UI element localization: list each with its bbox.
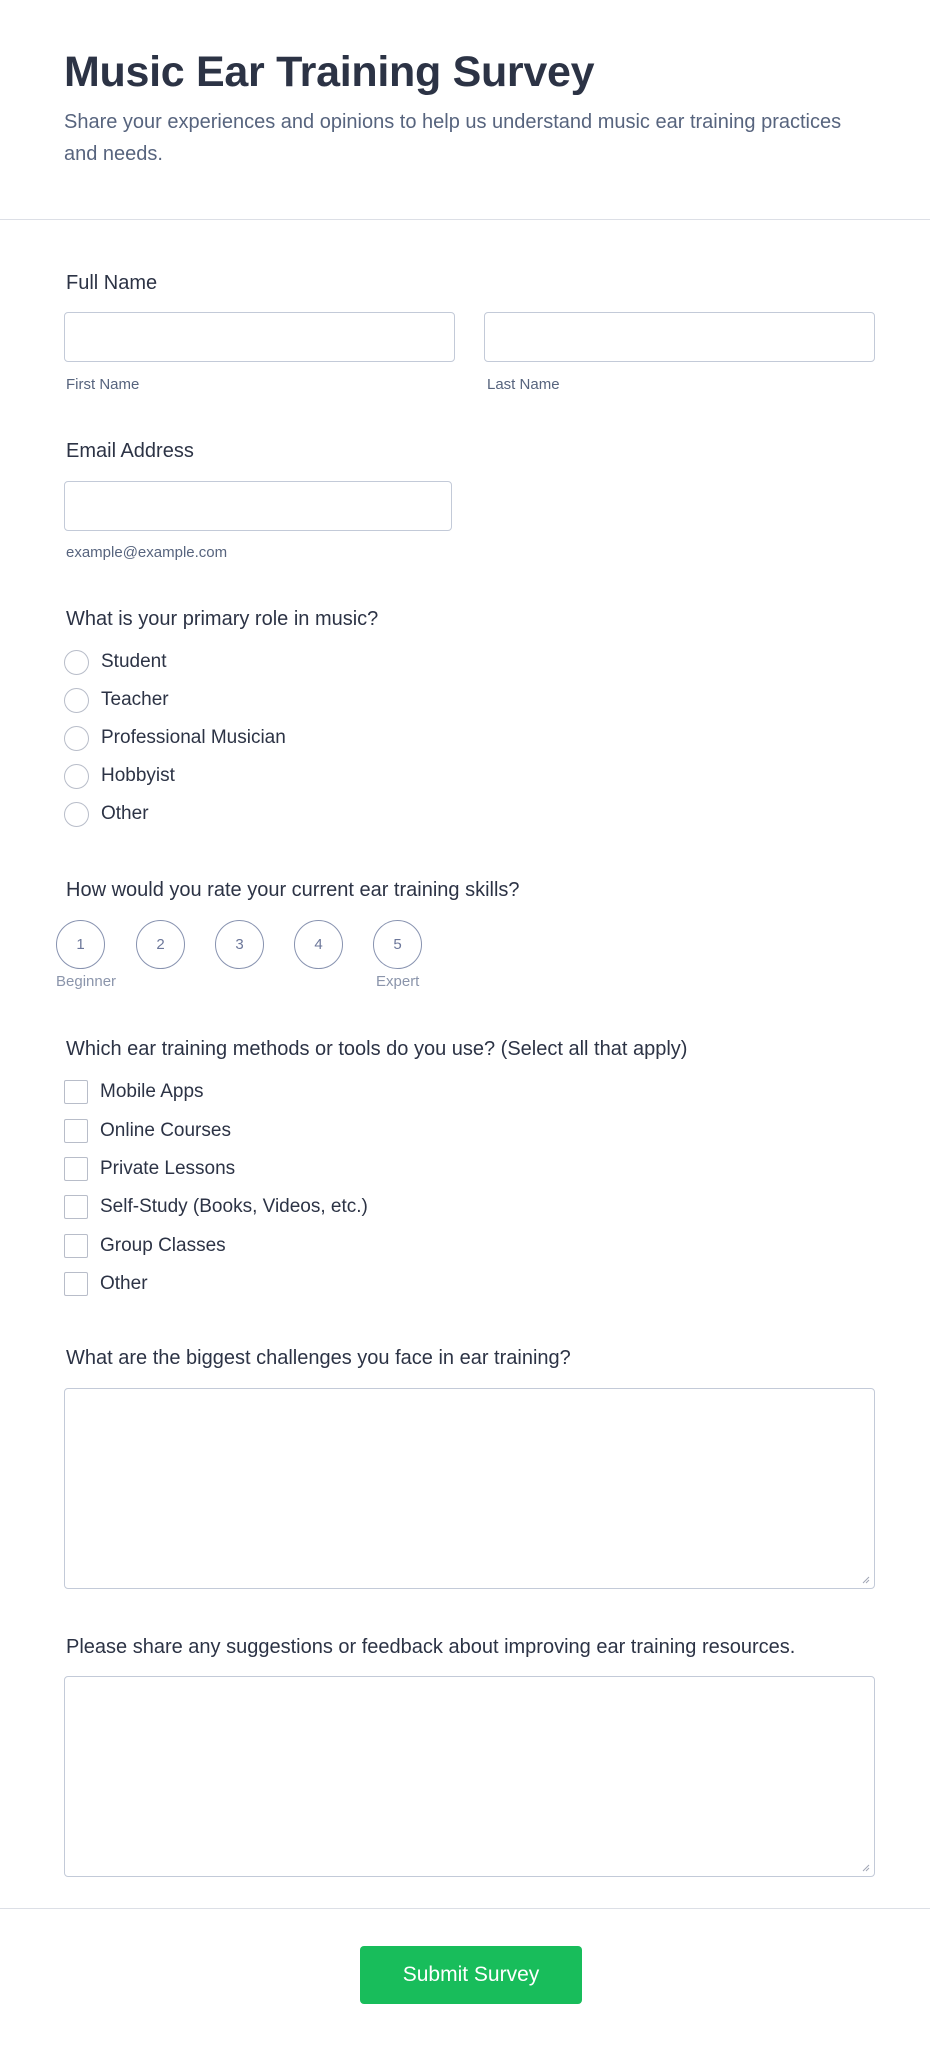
footer-divider [0,1908,930,1909]
role-option-label: Professional Musician [101,727,286,748]
page-subtitle: Share your experiences and opinions to help us understand music ear training practices and needs. [64,111,842,165]
role-question: What is your primary role in music? [66,608,379,630]
feedback-textarea[interactable] [64,1676,875,1877]
email-label: Email Address [66,440,194,462]
submit-survey-button[interactable]: Submit Survey [360,1946,582,2004]
method-option-private-lessons[interactable] [64,1155,235,1183]
last-name-sublabel: Last Name [487,376,560,393]
checkbox[interactable] [64,1080,88,1104]
resize-grip-icon[interactable] [862,1576,870,1584]
checkbox[interactable] [64,1234,88,1258]
radio-button[interactable] [64,764,89,789]
role-option-other[interactable] [64,800,149,828]
page-title: Music Ear Training Survey [64,48,595,96]
method-option-other[interactable] [64,1270,148,1298]
method-option-group-classes[interactable] [64,1232,226,1260]
checkbox[interactable] [64,1119,88,1143]
resize-grip-icon[interactable] [862,1864,870,1872]
role-option-label: Student [101,651,167,672]
methods-question: Which ear training methods or tools do you use? (Select all that apply) [66,1038,688,1060]
checkbox[interactable] [64,1272,88,1296]
rating-option-1[interactable]: 1 [56,920,105,969]
rating-option-3[interactable]: 3 [215,920,264,969]
method-option-label: Private Lessons [100,1158,236,1179]
rating-question: How would you rate your current ear training skills? [66,879,520,901]
challenges-textarea[interactable] [64,1388,875,1589]
role-option-label: Other [101,803,149,824]
rating-option-5[interactable]: 5 [373,920,422,969]
checkbox[interactable] [64,1195,88,1219]
rating-option-2[interactable]: 2 [136,920,185,969]
last-name-input[interactable] [484,312,875,362]
checkbox[interactable] [64,1157,88,1181]
full-name-label: Full Name [66,272,158,294]
radio-button[interactable] [64,650,89,675]
method-option-label: Online Courses [100,1120,231,1141]
radio-button[interactable] [64,802,89,827]
role-option-professional-musician[interactable] [64,724,286,752]
radio-button[interactable] [64,726,89,751]
role-option-label: Teacher [101,689,169,710]
role-option-hobbyist[interactable] [64,762,175,790]
role-option-student[interactable] [64,648,167,676]
rating-min-caption: Beginner [56,973,117,990]
challenges-question: What are the biggest challenges you face in ear training? [66,1347,571,1369]
method-option-label: Mobile Apps [100,1081,204,1102]
method-option-mobile-apps[interactable] [64,1078,204,1106]
method-option-label: Group Classes [100,1235,226,1256]
rating-option-4[interactable]: 4 [294,920,343,969]
feedback-question: Please share any suggestions or feedback about improving ear training resources. [66,1636,796,1658]
role-option-label: Hobbyist [101,765,175,786]
radio-button[interactable] [64,688,89,713]
first-name-sublabel: First Name [66,376,140,393]
rating-max-caption: Expert [376,973,420,990]
method-option-label: Other [100,1273,148,1294]
email-hint: example@example.com [66,544,228,561]
method-option-self-study[interactable] [64,1193,368,1221]
form-header [0,0,930,220]
method-option-label: Self-Study (Books, Videos, etc.) [100,1196,368,1217]
email-input[interactable] [64,481,452,531]
method-option-online-courses[interactable] [64,1117,231,1145]
first-name-input[interactable] [64,312,455,362]
role-option-teacher[interactable] [64,686,169,714]
